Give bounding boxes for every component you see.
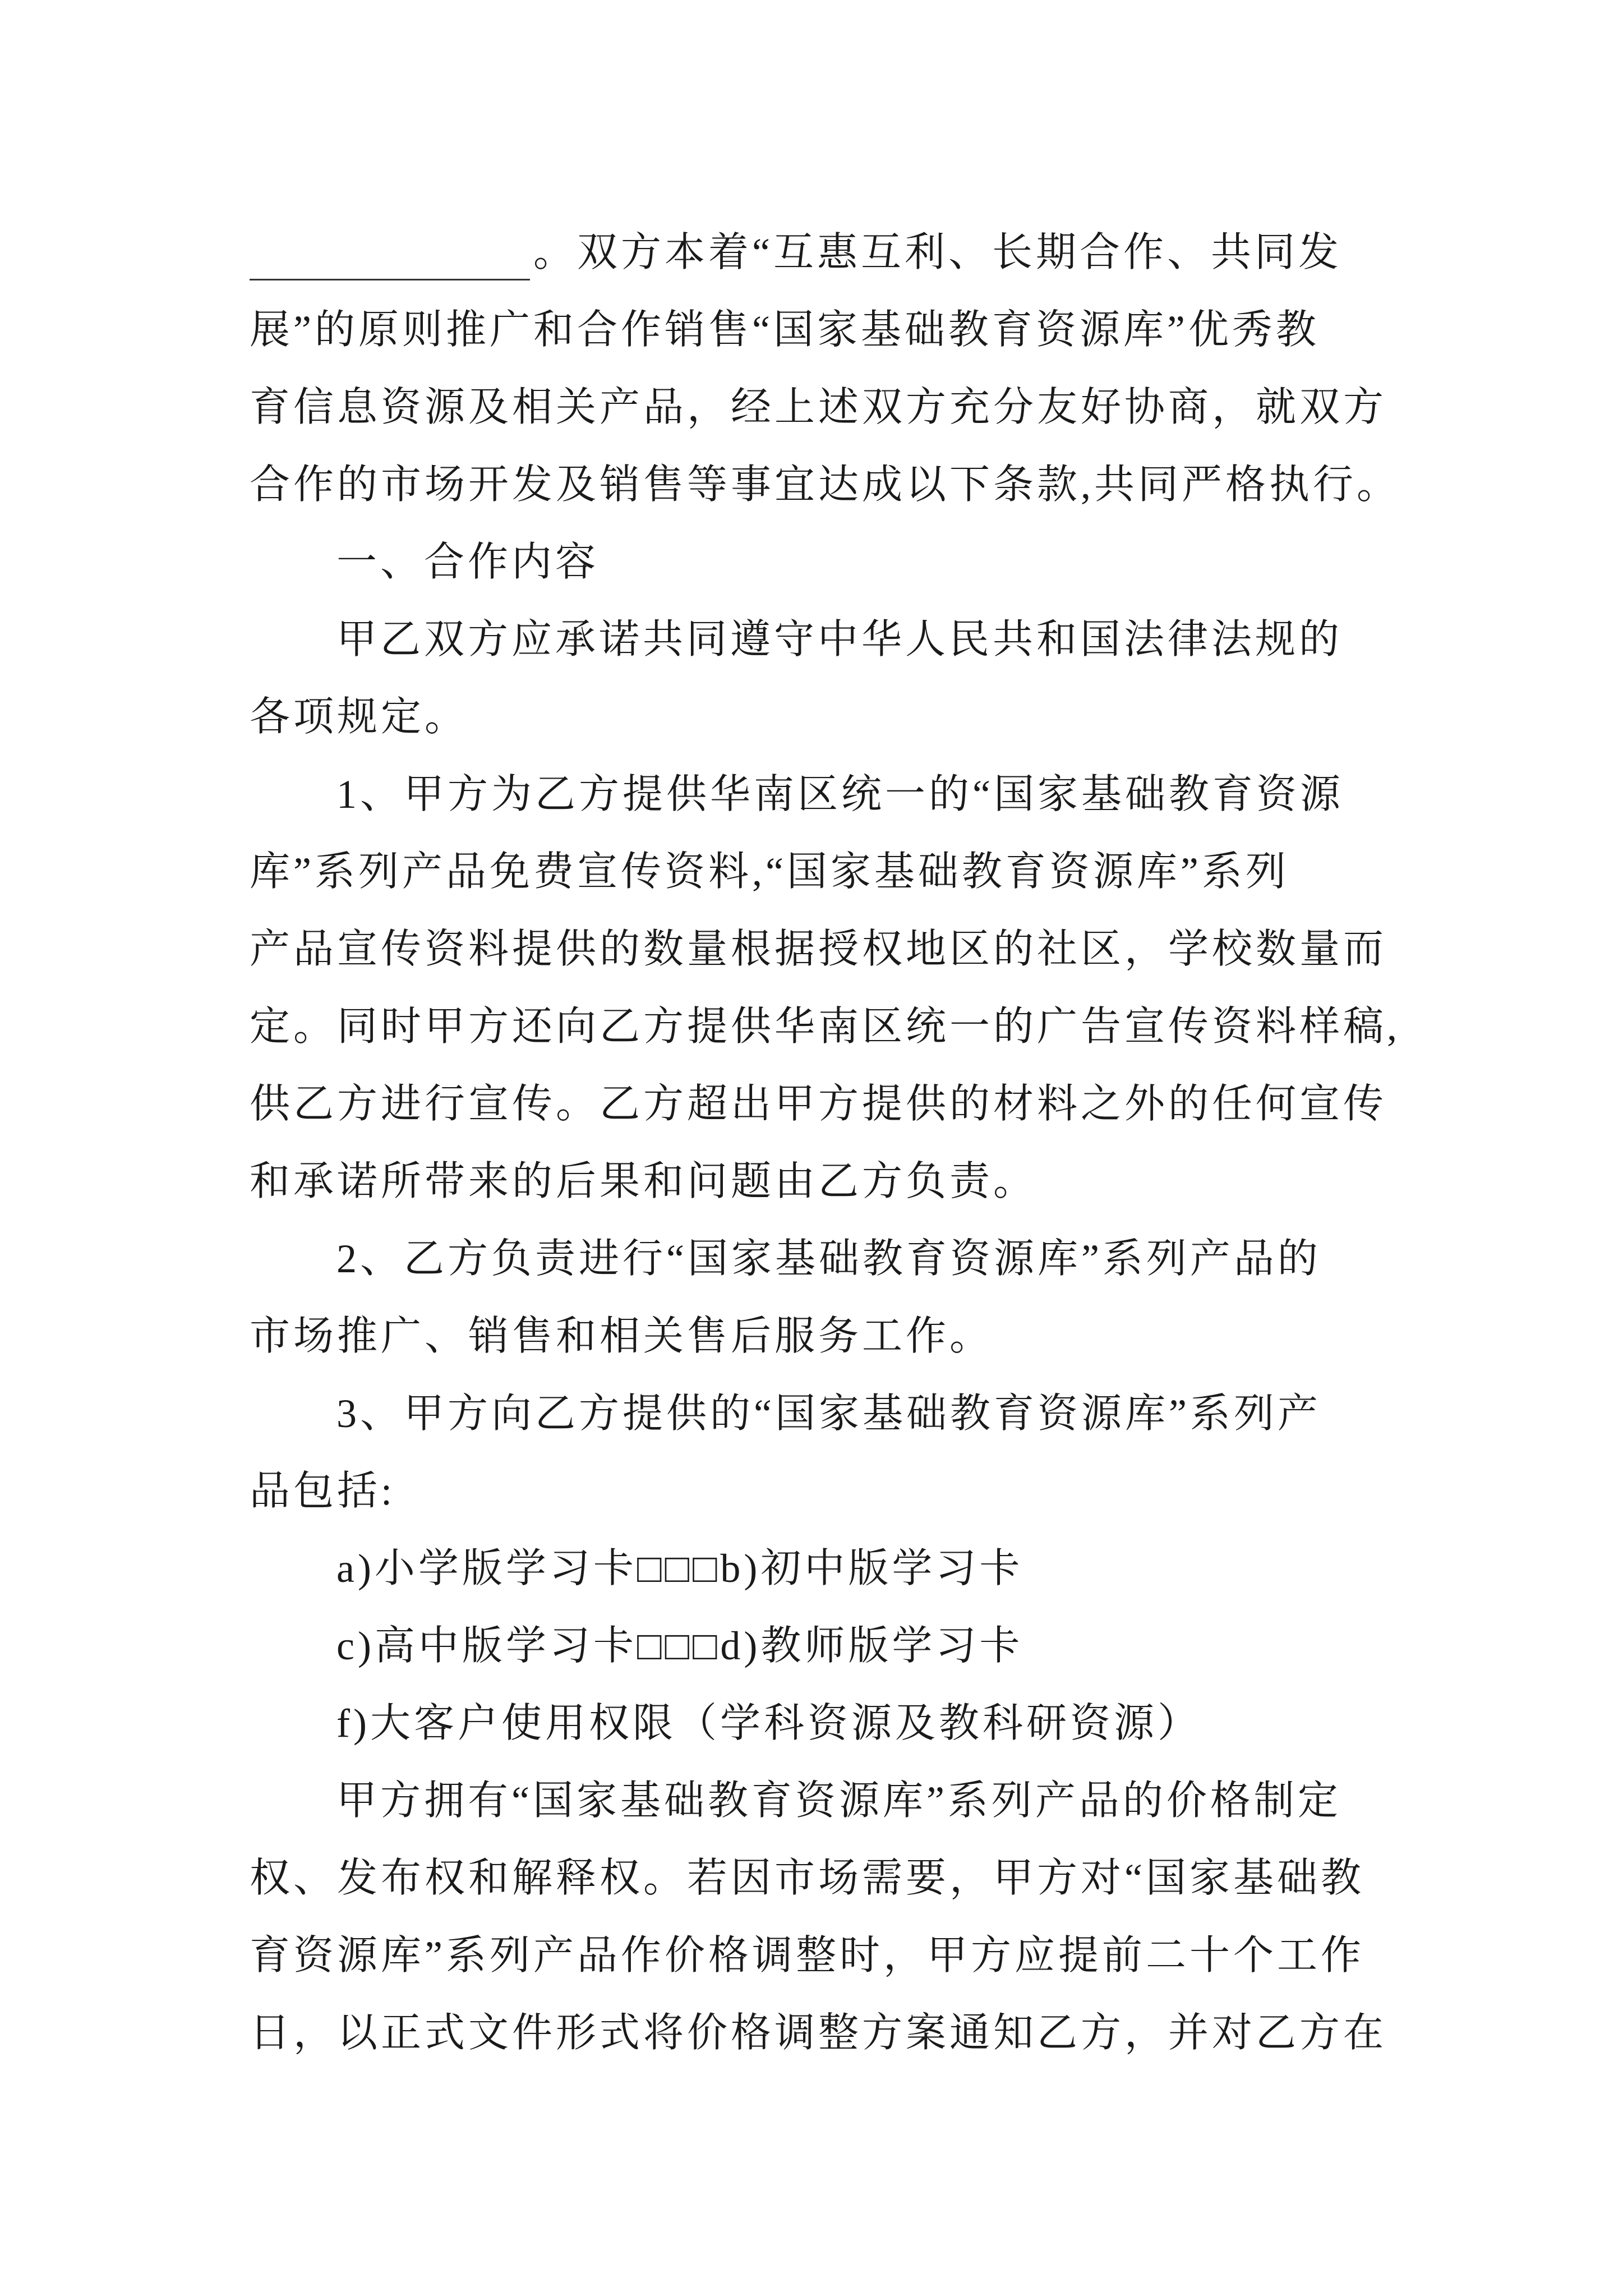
text-line: 育信息资源及相关产品，经上述双方充分友好协商，就双方 (250, 385, 1387, 430)
text-line: 权、发布权和解释权。若因市场需要，甲方对“国家基础教 (250, 1856, 1364, 1901)
text-line: 各项规定。 (250, 694, 469, 739)
text-line: 产品宣传资料提供的数量根据授权地区的社区，学校数量而 (250, 927, 1387, 972)
text-line: 品包括: (250, 1469, 396, 1513)
text-line: 1、甲方为乙方提供华南区统一的“国家基础教育资源 (336, 772, 1344, 817)
text-line: 定。同时甲方还向乙方提供华南区统一的广告宣传资料样稿, (250, 1004, 1401, 1049)
list-item: f)大客户使用权限（学科资源及教科研资源） (336, 1701, 1201, 1746)
text-line: 市场推广、销售和相关售后服务工作。 (250, 1314, 994, 1359)
text-line: 和承诺所带来的后果和问题由乙方负责。 (250, 1159, 1038, 1204)
text-line: 展”的原则推广和合作销售“国家基础教育资源库”优秀教 (250, 307, 1320, 352)
text-line: 库”系列产品免费宣传资料,“国家基础教育资源库”系列 (250, 849, 1289, 894)
text-line: 2、乙方负责进行“国家基础教育资源库”系列产品的 (336, 1236, 1321, 1281)
text-line: 育资源库”系列产品作价格调整时，甲方应提前二十个工作 (250, 1933, 1364, 1978)
text-line: 甲乙双方应承诺共同遵守中华人民共和国法律法规的 (336, 617, 1343, 662)
fill-in-blank (250, 240, 530, 280)
text-line (250, 224, 1342, 280)
section-heading: 一、合作内容 (336, 540, 600, 585)
text-line: 日，以正式文件形式将价格调整方案通知乙方，并对乙方在 (250, 2010, 1387, 2055)
text-line: 3、甲方向乙方提供的“国家基础教育资源库”系列产 (336, 1391, 1321, 1436)
line-text: 。双方本着“互惠互利、长期合作、共同发 (533, 230, 1342, 275)
text-line: 供乙方进行宣传。乙方超出甲方提供的材料之外的任何宣传 (250, 1082, 1387, 1126)
text-line: 甲方拥有“国家基础教育资源库”系列产品的价格制定 (336, 1778, 1341, 1823)
text-line: 合作的市场开发及销售等事宜达成以下条款,共同严格执行。 (250, 462, 1401, 507)
list-item: a)小学版学习卡□□□b)初中版学习卡 (336, 1546, 1023, 1591)
list-item: c)高中版学习卡□□□d)教师版学习卡 (336, 1623, 1023, 1668)
